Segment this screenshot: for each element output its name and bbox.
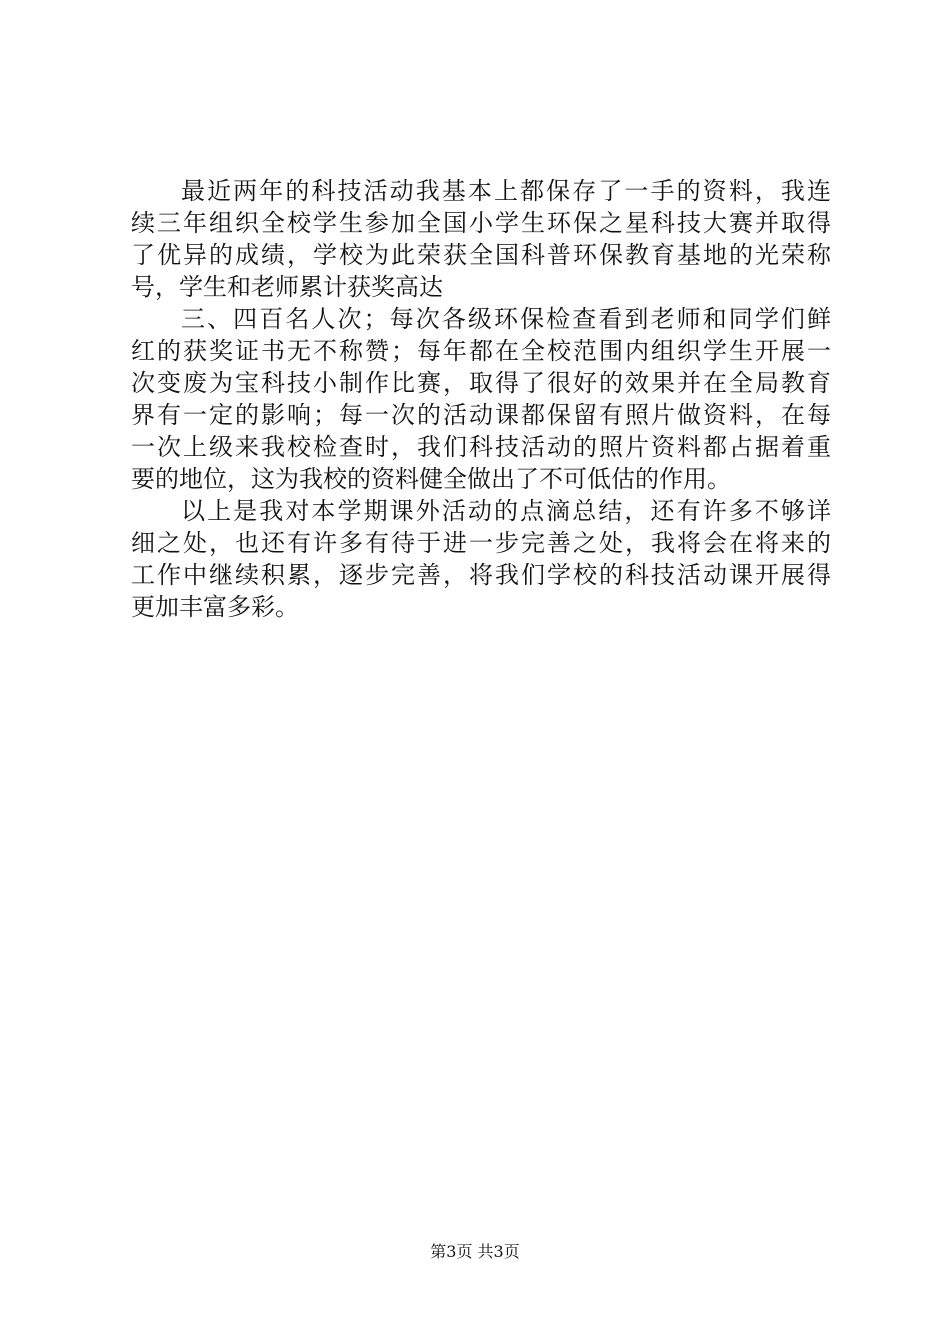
- text-line: 次变废为宝科技小制作比赛，取得了很好的效果并在全局教育: [131, 369, 831, 397]
- paragraph-3: [131, 495, 831, 623]
- page-footer: 第3页 共3页: [430, 1242, 520, 1261]
- text-line: 以上是我对本学期课外活动的点滴总结，还有许多不够详: [181, 497, 831, 525]
- text-line: 工作中继续积累，逐步完善，将我们学校的科技活动课开展得: [131, 561, 831, 589]
- text-line: 红的获奖证书无不称赞；每年都在全校范围内组织学生开展一: [131, 337, 831, 365]
- text-line: 细之处，也还有许多有待于进一步完善之处，我将会在将来的: [131, 529, 831, 557]
- text-line: 号，学生和老师累计获奖高达: [131, 273, 443, 301]
- text-line: 一次上级来我校检查时，我们科技活动的照片资料都占据着重: [131, 433, 831, 461]
- paragraph-1: [131, 175, 831, 303]
- text-line: 续三年组织全校学生参加全国小学生环保之星科技大赛并取得: [131, 209, 831, 237]
- text-line: 了优异的成绩，学校为此荣获全国科普环保教育基地的光荣称: [131, 241, 831, 269]
- text-line: 最近两年的科技活动我基本上都保存了一手的资料，我连: [181, 177, 831, 205]
- text-line: 界有一定的影响；每一次的活动课都保留有照片做资料，在每: [131, 401, 831, 429]
- paragraph-2: [131, 303, 831, 495]
- text-line: 更加丰富多彩。: [131, 593, 299, 621]
- body-text: [131, 175, 831, 623]
- text-line: 三、四百名人次；每次各级环保检查看到老师和同学们鲜: [181, 305, 831, 333]
- text-line: 要的地位，这为我校的资料健全做出了不可低估的作用。: [131, 465, 731, 493]
